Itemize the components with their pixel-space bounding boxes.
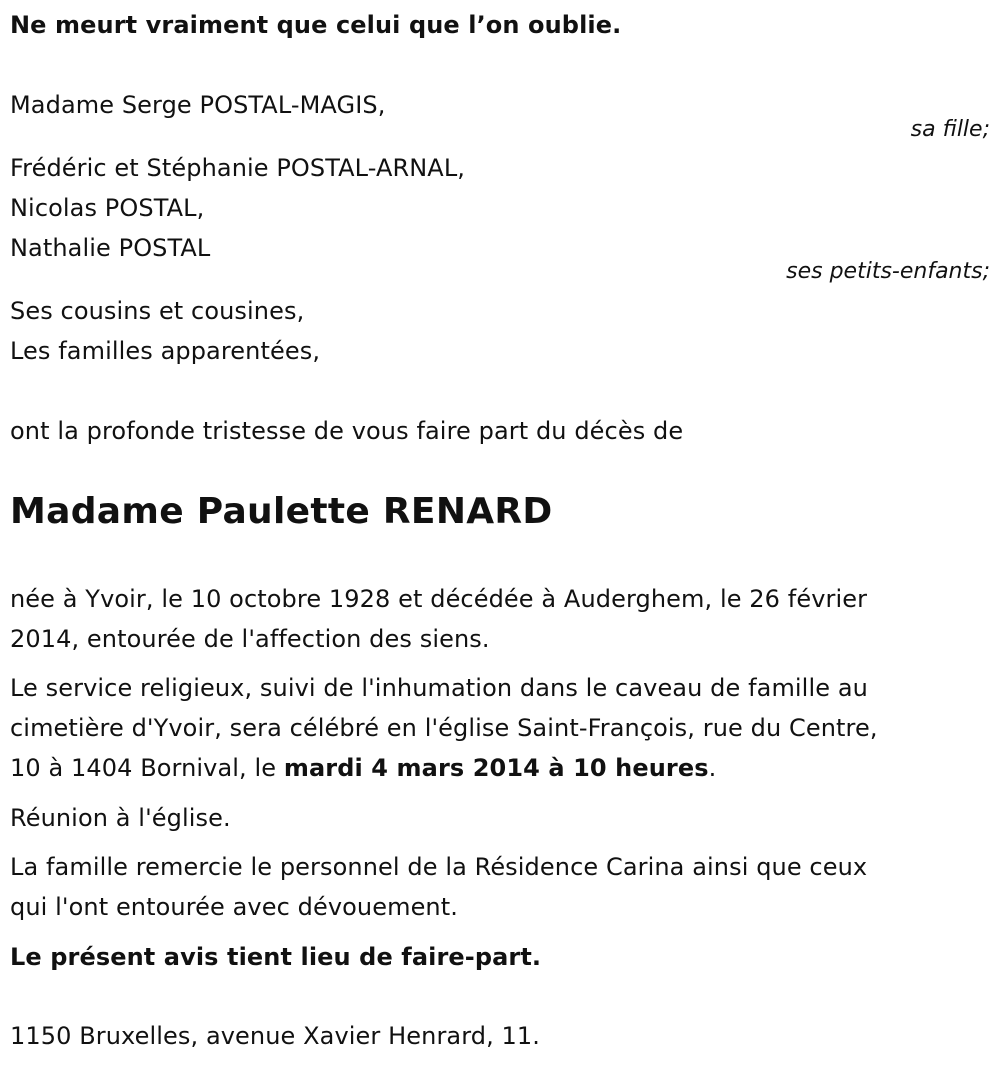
grandchild-line: Nicolas POSTAL,	[10, 194, 205, 222]
closing: Le présent avis tient lieu de faire-part.	[10, 943, 542, 971]
grandchild-line: Frédéric et Stéphanie POSTAL-ARNAL,	[10, 154, 466, 182]
service-datetime: mardi 4 mars 2014 à 10 heures	[283, 754, 709, 782]
grandchildren-role: ses petits-enfants;	[786, 259, 990, 284]
service-prefix: 10 à 1404 Bornival, le	[10, 754, 284, 782]
service-suffix: .	[708, 754, 717, 782]
daughter-role: sa fille;	[910, 117, 990, 142]
relatives-line: Ses cousins et cousines,	[10, 297, 305, 325]
epigraph: Ne meurt vraiment que celui que l’on oublie.	[10, 11, 622, 39]
birth-death-line: née à Yvoir, le 10 octobre 1928 et décédée à Auderghem, le 26 février	[10, 585, 868, 613]
service-line: cimetière d'Yvoir, sera célébré en l'église Saint-François, rue du Centre,	[10, 714, 878, 742]
thanks-line: qui l'ont entourée avec dévouement.	[10, 893, 458, 921]
thanks-line: La famille remercie le personnel de la Résidence Carina ainsi que ceux	[10, 853, 868, 881]
service-line: Le service religieux, suivi de l'inhumation dans le caveau de famille au	[10, 674, 868, 702]
birth-death-line: 2014, entourée de l'affection des siens.	[10, 625, 490, 653]
relatives-line: Les familles apparentées,	[10, 337, 321, 365]
announcement: ont la profonde tristesse de vous faire part du décès de	[10, 417, 684, 445]
daughter-name: Madame Serge POSTAL-MAGIS,	[10, 91, 386, 119]
grandchild-line: Nathalie POSTAL	[10, 234, 211, 262]
reunion: Réunion à l'église.	[10, 804, 231, 832]
address: 1150 Bruxelles, avenue Xavier Henrard, 11.	[10, 1022, 541, 1050]
service-line	[10, 753, 716, 783]
deceased-name: Madame Paulette RENARD	[10, 491, 553, 532]
